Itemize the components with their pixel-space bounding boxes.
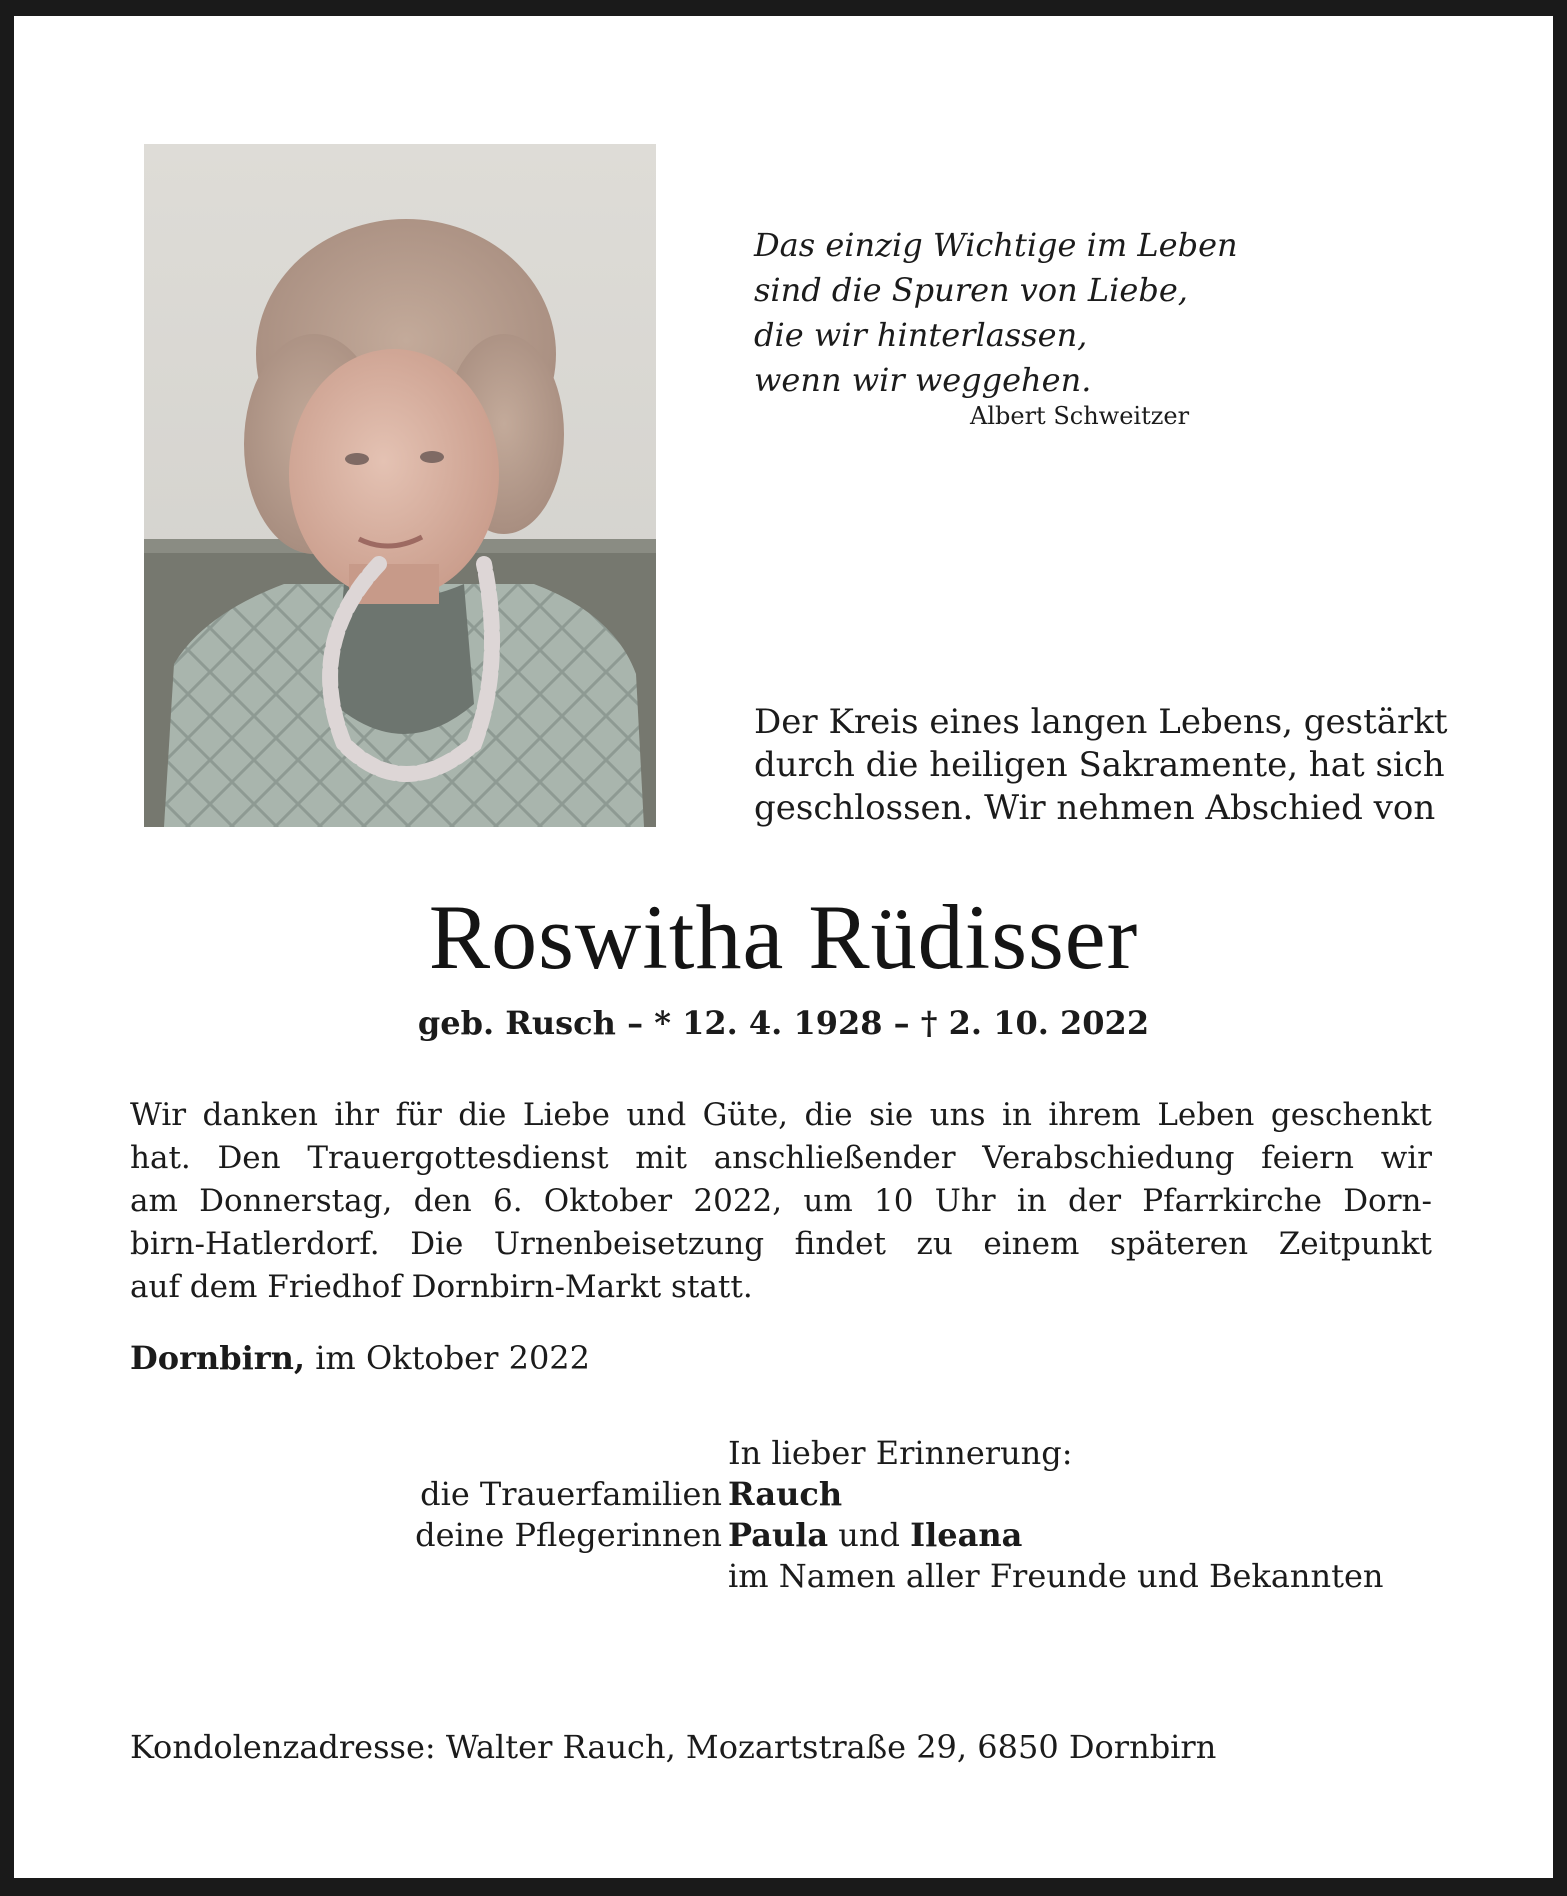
body-word: Pfarrkirche xyxy=(1142,1183,1322,1219)
body-word: Leben xyxy=(1157,1097,1255,1133)
portrait-photo xyxy=(144,144,656,827)
body-word: Uhr xyxy=(934,1183,996,1219)
quote-line: sind die Spuren von Liebe, xyxy=(754,271,1188,309)
body-word: Oktober xyxy=(543,1183,673,1219)
body-word: 10 xyxy=(874,1183,914,1219)
body-word: am xyxy=(130,1183,178,1219)
body-word: ihrem xyxy=(1048,1097,1141,1133)
family-name: Rauch xyxy=(728,1475,843,1513)
body-word: Wir xyxy=(130,1097,187,1133)
place-city: Dornbirn, xyxy=(130,1339,306,1377)
body-word: in xyxy=(1002,1097,1032,1133)
body-word: feiern xyxy=(1261,1140,1354,1176)
signature-connector: und xyxy=(828,1516,911,1554)
intro-line: geschlossen. Wir nehmen Abschied von xyxy=(754,788,1436,828)
body-word: in xyxy=(1016,1183,1047,1219)
body-word: für xyxy=(395,1097,442,1133)
place-date-line xyxy=(130,1339,590,1377)
portrait-image xyxy=(144,144,656,827)
body-word: den xyxy=(413,1183,472,1219)
body-word: späteren xyxy=(1109,1226,1249,1262)
body-word: sie xyxy=(869,1097,914,1133)
signature-heading: In lieber Erinnerung: xyxy=(728,1434,1073,1472)
body-word: einem xyxy=(983,1226,1080,1262)
body-line xyxy=(130,1180,1432,1223)
body-word: die xyxy=(458,1097,507,1133)
body-word: Dorn- xyxy=(1343,1183,1432,1219)
quote-line: Das einzig Wichtige im Leben xyxy=(754,226,1238,264)
quote-line: die wir hinterlassen, xyxy=(754,316,1088,354)
body-word: wir xyxy=(1380,1140,1432,1176)
body-word: Den xyxy=(217,1140,281,1176)
body-word: ihr xyxy=(334,1097,380,1133)
body-word: und xyxy=(626,1097,687,1133)
body-word: findet xyxy=(794,1226,886,1262)
body-word: 6. xyxy=(492,1183,523,1219)
signature-name-2 xyxy=(728,1515,1384,1556)
body-word: Güte, xyxy=(702,1097,789,1133)
place-date: im Oktober 2022 xyxy=(305,1339,591,1377)
body-word: der xyxy=(1068,1183,1122,1219)
body-line xyxy=(130,1266,1432,1309)
caregiver-name-1: Paula xyxy=(728,1516,829,1554)
body-word: 2022, xyxy=(693,1183,783,1219)
intro-line: durch die heiligen Sakramente, hat sich xyxy=(754,745,1445,785)
quote-author: Albert Schweitzer xyxy=(970,402,1190,430)
body-word: um xyxy=(803,1183,853,1219)
signature-block xyxy=(728,1433,1384,1597)
body-word: Die xyxy=(410,1226,464,1262)
body-line xyxy=(130,1223,1432,1266)
body-word: Trauergottesdienst xyxy=(307,1140,609,1176)
body-word: auf dem Friedhof Dornbirn-Markt statt. xyxy=(130,1269,753,1305)
body-word: hat. xyxy=(130,1140,191,1176)
signature-roles xyxy=(415,1474,722,1556)
signature-name-1 xyxy=(728,1474,1384,1515)
signature-role-1: die Trauerfamilien xyxy=(420,1475,722,1513)
deceased-name: Roswitha Rüdisser xyxy=(428,886,1139,988)
intro-paragraph xyxy=(754,701,1454,830)
caregiver-name-2: Ileana xyxy=(910,1516,1023,1554)
body-word: zu xyxy=(916,1226,953,1262)
body-word: birn-Hatlerdorf. xyxy=(130,1226,380,1262)
quote-line: wenn wir weggehen. xyxy=(754,361,1092,399)
signature-role-2: deine Pflegerinnen xyxy=(415,1516,722,1554)
body-line xyxy=(130,1094,1432,1137)
body-word: Liebe xyxy=(522,1097,610,1133)
body-word: Zeitpunkt xyxy=(1278,1226,1432,1262)
obituary-page xyxy=(14,16,1553,1878)
epigraph-quote xyxy=(754,223,1354,403)
body-word: Verabschiedung xyxy=(982,1140,1235,1176)
body-word: Donnerstag, xyxy=(199,1183,393,1219)
body-word: anschließender xyxy=(713,1140,956,1176)
body-line xyxy=(130,1137,1432,1180)
body-word: Urnenbeisetzung xyxy=(493,1226,765,1262)
body-word: uns xyxy=(929,1097,986,1133)
body-word: danken xyxy=(202,1097,318,1133)
intro-line: Der Kreis eines langen Lebens, gestärkt xyxy=(754,702,1448,742)
body-paragraph xyxy=(130,1094,1432,1309)
body-word: mit xyxy=(635,1140,688,1176)
birth-death-dates: geb. Rusch – * 12. 4. 1928 – † 2. 10. 2022 xyxy=(417,1004,1150,1042)
signature-closing: im Namen aller Freunde und Bekannten xyxy=(728,1557,1384,1595)
body-word: die xyxy=(804,1097,853,1133)
body-word: geschenkt xyxy=(1270,1097,1432,1133)
condolence-address: Kondolenzadresse: Walter Rauch, Mozartstraße 29, 6850 Dornbirn xyxy=(130,1728,1217,1766)
